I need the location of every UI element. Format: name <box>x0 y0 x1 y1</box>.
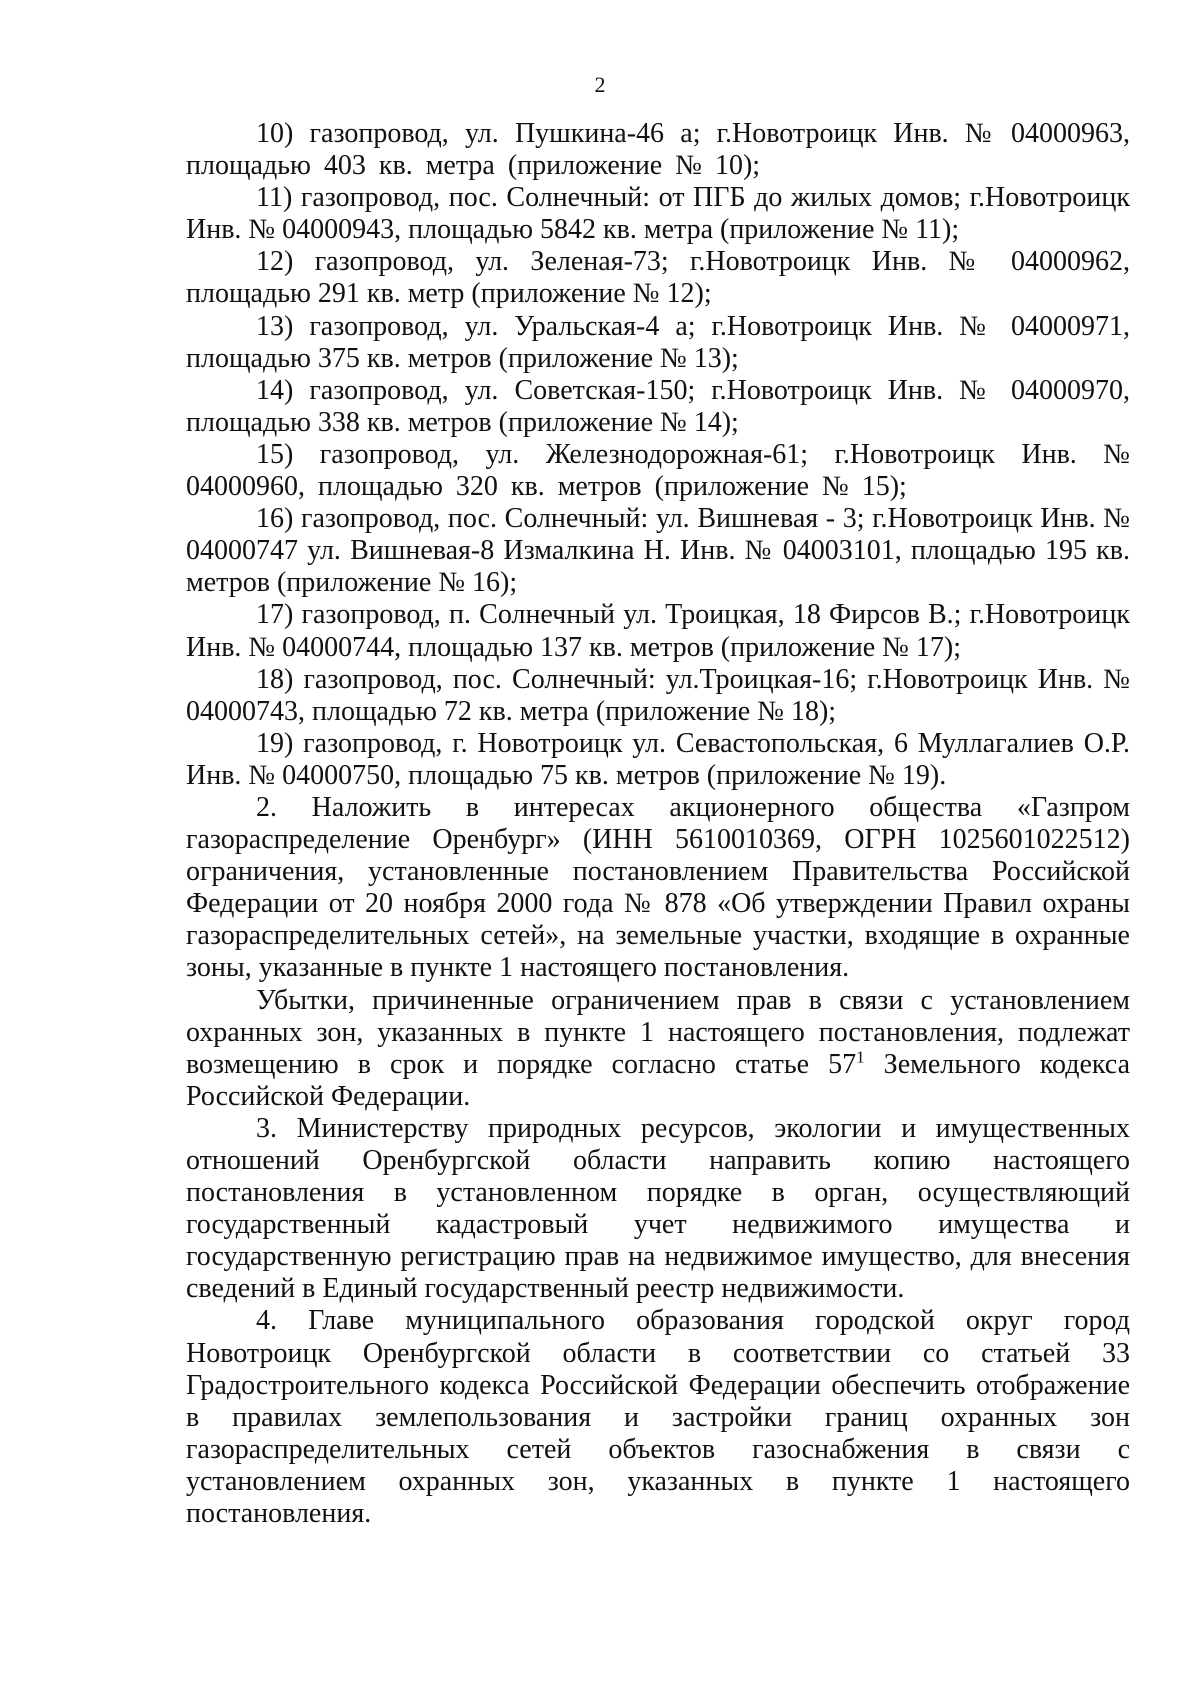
losses-text-start: Убытки, причиненные ограничением прав в связи с установлением охранных зон, указанных в пункте 1 настоящего постановления, подлежат возмещению в срок и порядке согласно статье 57 <box>186 984 1130 1080</box>
losses-text-end: Земельного кодекса Российской Федерации. <box>186 1048 1130 1112</box>
list-item-12: 12) газопровод, ул. Зеленая-73; г.Новотроицк Инв. № 04000962, площадью 291 кв. метр (приложение № 12); <box>186 246 1130 310</box>
document-body <box>186 118 1130 1530</box>
list-item-14: 14) газопровод, ул. Советская-150; г.Новотроицк Инв. № 04000970, площадью 338 кв. метров (приложение № 14); <box>186 374 1130 438</box>
list-item-15: 15) газопровод, ул. Железнодорожная-61; г.Новотроицк Инв. № 04000960, площадью 320 кв. метров (приложение № 15); <box>186 438 1130 503</box>
list-item-13: 13) газопровод, ул. Уральская-4 а; г.Новотроицк Инв. № 04000971, площадью 375 кв. метров (приложение № 13); <box>186 310 1130 374</box>
page-number: 2 <box>594 72 606 97</box>
list-item-16: 16) газопровод, пос. Солнечный: ул. Вишневая - 3; г.Новотроицк Инв. № 04000747 ул. Вишневая-8 Измалкина Н. Инв. № 04003101, площадью 195 кв. метров (приложение № 16); <box>186 503 1130 599</box>
paragraph-losses <box>186 985 1130 1113</box>
paragraph-item-3: 3. Министерству природных ресурсов, экологии и имущественных отношений Оренбургской области направить копию настоящего постановления в установленном порядке в орган, осуществляющий государственный кадастровый учет недвижимого имущества и государственную регистрацию прав на недвижимое имущество, для внесения сведений в Единый государственный реестр недвижимости. <box>186 1112 1130 1305</box>
list-item-10: 10) газопровод, ул. Пушкина-46 а; г.Новотроицк Инв. № 04000963, площадью 403 кв. метра (приложение № 10); <box>186 118 1130 182</box>
list-item-18: 18) газопровод, пос. Солнечный: ул.Троицкая-16; г.Новотроицк Инв. № 04000743, площадью 72 кв. метра (приложение № 18); <box>186 663 1130 727</box>
list-item-19: 19) газопровод, г. Новотроицк ул. Севастопольская, 6 Муллагалиев О.Р. Инв. № 04000750, площадью 75 кв. метров (приложение № 19). <box>186 727 1130 791</box>
article-superscript: 1 <box>856 1047 865 1067</box>
paragraph-item-2: 2. Наложить в интересах акционерного общества «Газпром газораспределение Оренбург» (ИНН 5610010369, ОГРН 1025601022512) ограничения, установленные постановлением Правительства Российской Федерации от 20 ноября 2000 года № 878 «Об утверждении Правил охраны газораспределительных сетей», на земельные участки, входящие в охранные зоны, указанные в пункте 1 настоящего постановления. <box>186 791 1130 984</box>
list-item-17: 17) газопровод, п. Солнечный ул. Троицкая, 18 Фирсов В.; г.Новотроицк Инв. № 04000744, площадью 137 кв. метров (приложение № 17); <box>186 599 1130 663</box>
paragraph-item-4: 4. Главе муниципального образования городской округ город Новотроицк Оренбургской области в соответствии со статьей 33 Градостроительного кодекса Российской Федерации обеспечить отображение в правилах землепользования и застройки границ охранных зон газораспределительных сетей объектов газоснабжения в связи с установлением охранных зон, указанных в пункте 1 настоящего постановления. <box>186 1305 1130 1530</box>
list-item-11: 11) газопровод, пос. Солнечный: от ПГБ до жилых домов; г.Новотроицк Инв. № 04000943, площадью 5842 кв. метра (приложение № 11); <box>186 182 1130 246</box>
